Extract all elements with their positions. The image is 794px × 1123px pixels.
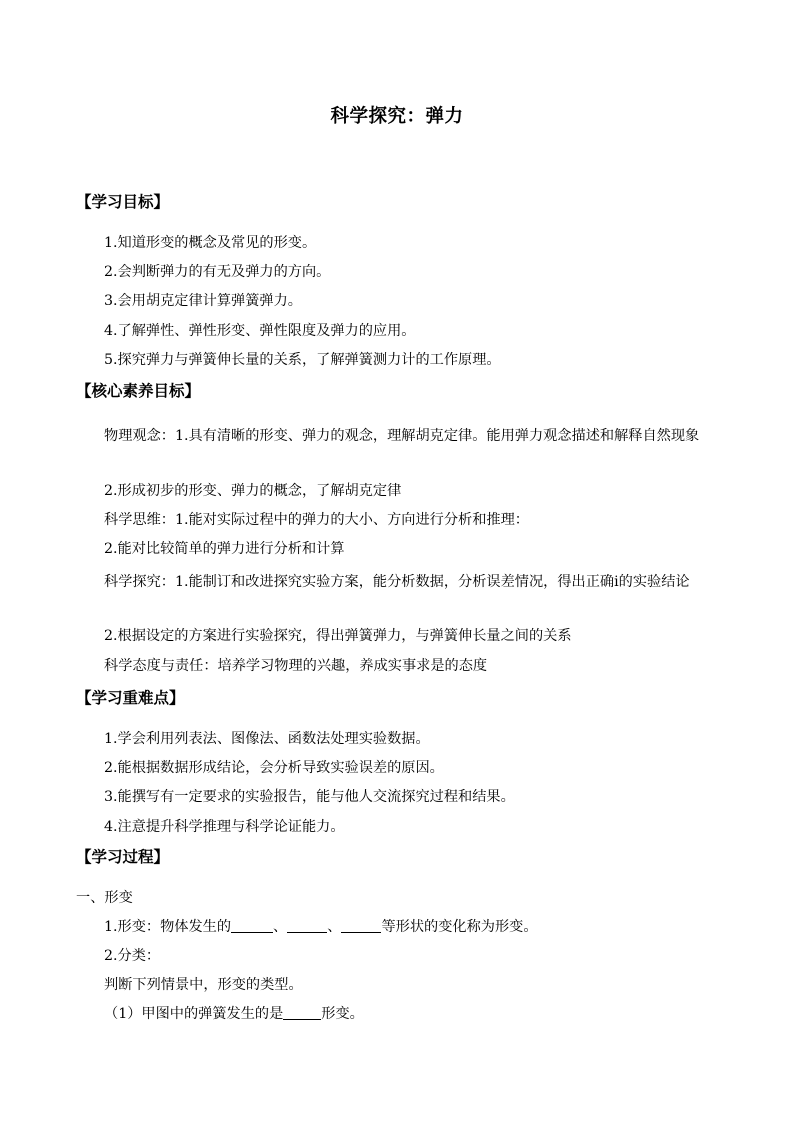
answer-blank[interactable] — [231, 918, 273, 933]
goal-item: 5.探究弹力与弹簧伸长量的关系，了解弹簧测力计的工作原理。 — [104, 352, 501, 368]
key-point-item: 1.学会利用列表法、图像法、函数法处理实验数据。 — [104, 731, 430, 747]
fill-text-prefix: 1.形变：物体发生的 — [104, 919, 232, 935]
core-item: 2.能对比较简单的弹力进行分析和计算 — [104, 541, 345, 557]
goal-item: 2.会判断弹力的有无及弹力的方向。 — [104, 264, 331, 280]
process-line-classification: 2.分类： — [104, 948, 161, 964]
key-point-item: 4.注意提升科学推理与科学论证能力。 — [104, 819, 345, 835]
fill-text-prefix: （1）甲图中的弹簧发生的是 — [104, 1006, 284, 1022]
fill-text-suffix: 等形状的变化称为形变。 — [381, 919, 538, 935]
key-point-item: 3.能撰写有一定要求的实验报告，能与他人交流探究过程和结果。 — [104, 789, 515, 805]
core-item: 2.根据设定的方案进行实验探究，得出弹簧弹力，与弹簧伸长量之间的关系 — [104, 628, 572, 644]
core-item: 科学思维：1.能对实际过程中的弹力的大小、方向进行分析和推理： — [104, 512, 529, 528]
section-heading-process: 【学习过程】 — [76, 847, 170, 866]
fill-in-line-deformation — [104, 917, 538, 937]
document-title: 科学探究：弹力 — [330, 106, 464, 127]
process-subheading: 一、形变 — [76, 890, 133, 906]
goal-item: 3.会用胡克定律计算弹簧弹力。 — [104, 293, 302, 309]
answer-blank[interactable] — [341, 918, 381, 933]
fill-separator: 、 — [273, 919, 288, 935]
answer-blank[interactable] — [283, 1005, 321, 1020]
section-heading-goals: 【学习目标】 — [76, 192, 170, 211]
answer-blank[interactable] — [287, 918, 327, 933]
fill-in-line-question-1 — [104, 1004, 364, 1024]
core-item: 物理观念：1.具有清晰的形变、弹力的观念，理解胡克定律。能用弹力观念描述和解释自然现象 — [104, 428, 700, 444]
fill-text-suffix: 形变。 — [321, 1006, 364, 1022]
fill-separator: 、 — [327, 919, 342, 935]
key-point-item: 2.能根据数据形成结论，会分析导致实验误差的原因。 — [104, 760, 444, 776]
core-item: 2.形成初步的形变、弹力的概念，了解胡克定律 — [104, 483, 402, 499]
section-heading-core: 【核心素养目标】 — [76, 381, 201, 400]
goal-item: 1.知道形变的概念及常见的形变。 — [104, 235, 317, 251]
core-item: 科学探究：1.能制订和改进探究实验方案，能分析数据，分析误差情况，得出正确i的实验结论 — [104, 574, 690, 590]
goal-item: 4.了解弹性、弹性形变、弹性限度及弹力的应用。 — [104, 323, 416, 339]
process-line-judge: 判断下列情景中，形变的类型。 — [104, 977, 303, 993]
section-heading-key-points: 【学习重难点】 — [76, 688, 185, 707]
core-item: 科学态度与责任：培养学习物理的兴趣，养成实事求是的态度 — [104, 658, 488, 674]
